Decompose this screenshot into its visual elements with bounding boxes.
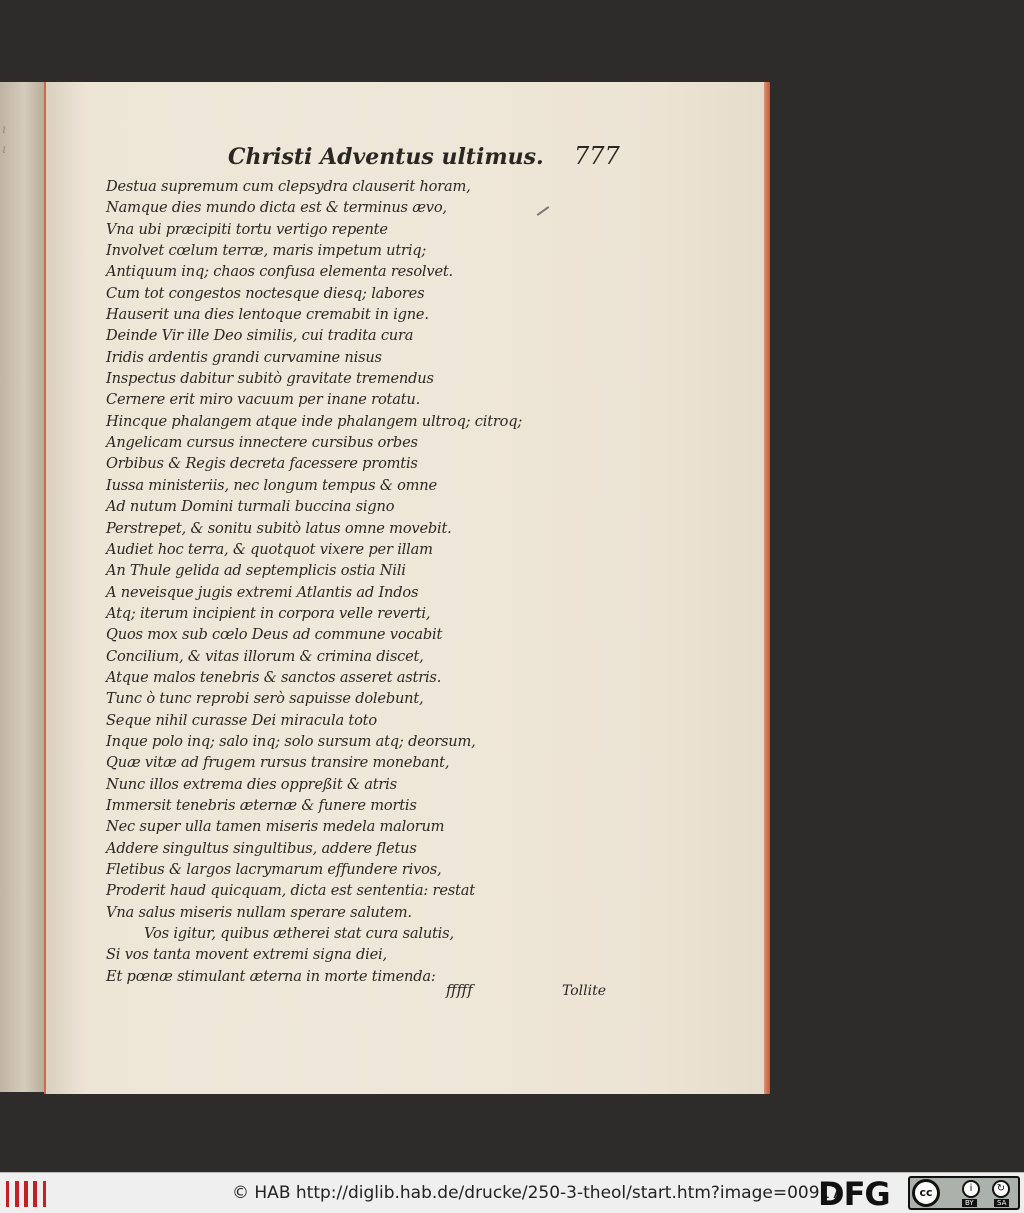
poem-line: Ad nutum Domini turmali buccina signo: [106, 498, 395, 516]
page-number: 777: [574, 142, 620, 170]
poem-line: Seque nihil curasse Dei miracula toto: [106, 711, 377, 729]
poem-line: Immersit tenebris æternæ & funere mortis: [106, 796, 417, 814]
poem-line: Vna ubi præcipiti tortu vertigo repente: [106, 220, 388, 238]
bleed-text: ı: [2, 122, 6, 136]
poem-line: Inque polo inq; salo inq; solo sursum atq; deorsum,: [106, 732, 476, 750]
poem-line: Concilium, & vitas illorum & crimina discet,: [106, 647, 424, 665]
poem-line: Audiet hoc terra, & quotquot vixere per illam: [106, 540, 433, 558]
poem-line: Quos mox sub cœlo Deus ad commune vocabit: [106, 626, 443, 644]
poem-line: Iussa ministeriis, nec longum tempus & omne: [106, 476, 437, 494]
poem-line: Involvet cœlum terræ, maris impetum utriq;: [106, 242, 427, 260]
poem-line: Orbibus & Regis decreta facessere promtis: [106, 455, 418, 473]
book-page: [44, 82, 770, 1094]
poem-line: Inspectus dabitur subitò gravitate tremendus: [106, 370, 434, 388]
poem-line: Hincque phalangem atque inde phalangem ultroq; citroq;: [106, 412, 523, 430]
poem-line: Vos igitur, quibus ætherei stat cura salutis,: [144, 925, 454, 943]
dfg-logo[interactable]: DFG: [818, 1175, 890, 1213]
poem-line: Vna salus miseris nullam sperare salutem.: [106, 903, 412, 921]
poem-line: Tunc ò tunc reprobi serò sapuisse dolebunt,: [106, 690, 424, 708]
footer-bar: [0, 1172, 1024, 1213]
poem-line: Angelicam cursus innectere cursibus orbes: [106, 434, 418, 452]
cc-license-badge[interactable]: [908, 1176, 1020, 1210]
poem-text: [106, 176, 706, 987]
poem-line: Proderit haud quicquam, dicta est sententia: restat: [106, 882, 475, 900]
poem-line: Hauserit una dies lentoque cremabit in igne.: [106, 306, 429, 324]
poem-line: Destua supremum cum clepsydra clauserit horam,: [106, 178, 471, 195]
signature-mark: fffff: [446, 981, 473, 999]
cc-icon: cc: [912, 1179, 940, 1207]
bleed-text: ı: [2, 142, 6, 156]
poem-line: Cum tot congestos noctesque diesq; labores: [106, 284, 425, 302]
running-title: Christi Adventus ultimus.: [228, 144, 544, 170]
poem-line: Quæ vitæ ad frugem rursus transire monebant,: [106, 754, 450, 772]
poem-line: Perstrepet, & sonitu subitò latus omne movebit.: [106, 519, 452, 537]
poem-line: Nec super ulla tamen miseris medela malorum: [106, 818, 445, 836]
poem-line: Atq; iterum incipient in corpora velle reverti,: [106, 604, 431, 622]
poem-line: Addere singultus singultibus, addere fletus: [106, 839, 417, 857]
catchword: Tollite: [562, 983, 607, 999]
poem-line: Atque malos tenebris & sanctos asseret astris.: [106, 668, 442, 686]
poem-line: Antiquum inq; chaos confusa elementa resolvet.: [106, 263, 453, 281]
poem-line: Iridis ardentis grandi curvamine nisus: [106, 348, 382, 366]
poem-line: Si vos tanta movent extremi signa diei,: [106, 946, 387, 964]
poem-line: Cernere erit miro vacuum per inane rotatu.: [106, 391, 421, 409]
previous-page-edge: [0, 82, 44, 1092]
poem-line: Namque dies mundo dicta est & terminus ævo,: [106, 199, 447, 217]
share-alike-icon: ↻: [992, 1180, 1010, 1198]
copyright-link[interactable]: © HAB http://diglib.hab.de/drucke/250-3-theol/start.htm?image=00917: [232, 1183, 842, 1203]
attribution-icon: i: [962, 1180, 980, 1198]
license-sa-label: SA: [994, 1199, 1009, 1207]
poem-line: An Thule gelida ad septemplicis ostia Nili: [106, 562, 406, 580]
page-header: [44, 140, 770, 180]
poem-line: Deinde Vir ille Deo similis, cui tradita cura: [106, 327, 414, 345]
poem-line: A neveisque jugis extremi Atlantis ad Indos: [106, 583, 419, 601]
poem-line: Fletibus & largos lacrymarum effundere rivos,: [106, 861, 442, 878]
poem-line: Et pœnæ stimulant æterna in morte timenda:: [106, 967, 436, 985]
hab-logo-icon[interactable]: [6, 1181, 46, 1207]
license-by-label: BY: [962, 1199, 977, 1207]
poem-line: Nunc illos extrema dies oppreßit & atris: [106, 775, 397, 793]
